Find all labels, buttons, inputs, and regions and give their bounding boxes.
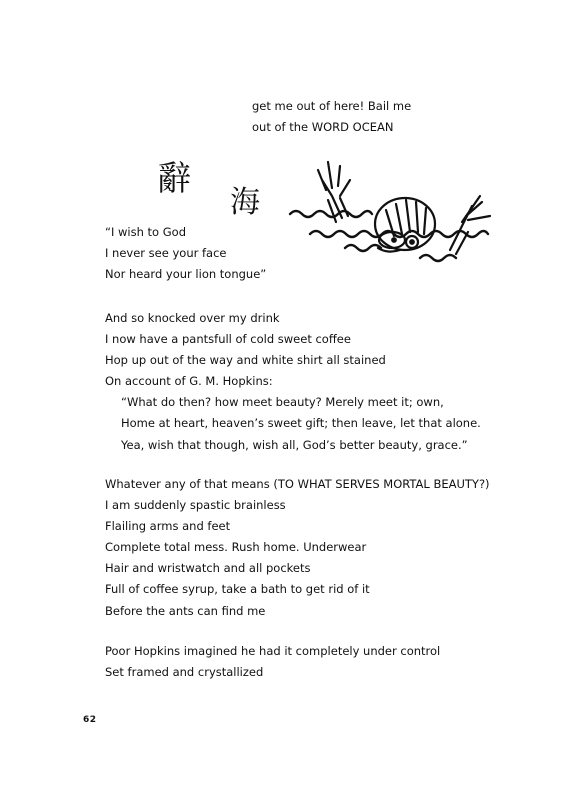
caption-line: get me out of here! Bail me <box>252 99 412 113</box>
poem-line: Nor heard your lion tongue” <box>105 267 267 282</box>
drowning-figure-icon <box>318 162 490 254</box>
poem-line: “I wish to God <box>105 225 186 239</box>
poem-line: On account of G. M. Hopkins: <box>105 374 273 389</box>
poem-line: Poor Hopkins imagined he had it completely under control <box>105 644 441 658</box>
stanza-3 <box>105 474 490 622</box>
stanza-2 <box>105 308 481 456</box>
stanza-4 <box>105 641 440 683</box>
quote-line: Home at heart, heaven’s sweet gift; then leave, let that alone. <box>121 416 481 431</box>
poem-line: I am suddenly spastic brainless <box>105 498 286 513</box>
chinese-character-ci: 辭 <box>157 159 191 199</box>
poem-line: I now have a pantsfull of cold sweet coffee <box>105 332 351 347</box>
poem-line: Hop up out of the way and white shirt all stained <box>105 353 386 368</box>
poem-line: Whatever any of that means (TO WHAT SERVES MORTAL BEAUTY?) <box>105 477 490 491</box>
caption-line: out of the WORD OCEAN <box>252 120 394 134</box>
chinese-character-hai: 海 <box>230 185 260 220</box>
poem-line: And so knocked over my drink <box>105 311 280 325</box>
poem-line: Hair and wristwatch and all pockets <box>105 561 311 576</box>
poem-line: Flailing arms and feet <box>105 519 231 534</box>
quote-line: “What do then? how meet beauty? Merely meet it; own, <box>121 395 444 410</box>
poem-line: Full of coffee syrup, take a bath to get rid of it <box>105 582 370 597</box>
stanza-1 <box>105 222 266 285</box>
poem-line: Complete total mess. Rush home. Underwear <box>105 540 367 555</box>
poem-line: Before the ants can find me <box>105 603 266 618</box>
quote-line: Yea, wish that though, wish all, God’s better beauty, grace.” <box>121 437 468 452</box>
page-number: 62 <box>83 715 97 725</box>
caption-text <box>252 96 411 138</box>
poem-line: Set framed and crystallized <box>105 665 264 680</box>
poem-line: I never see your face <box>105 246 227 261</box>
